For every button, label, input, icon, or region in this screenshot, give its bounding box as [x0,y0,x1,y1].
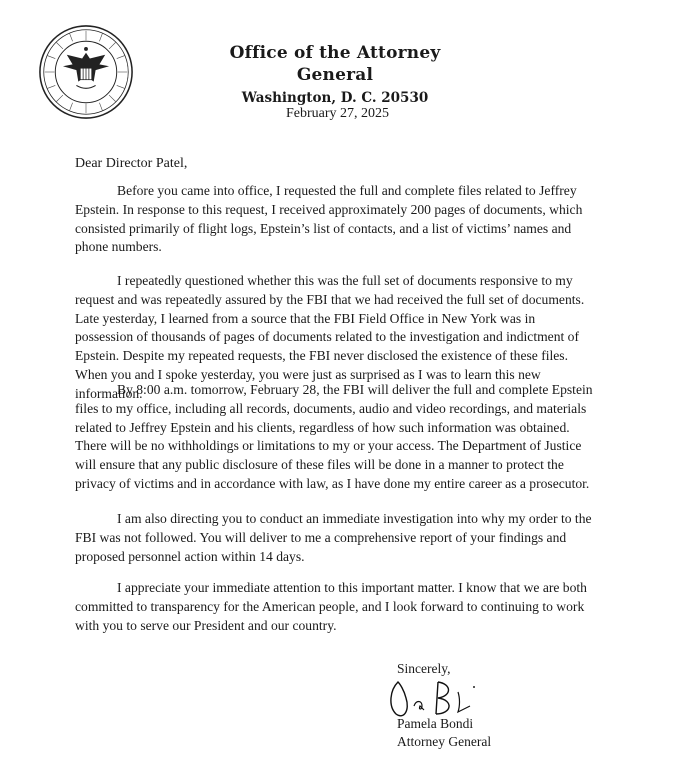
body-paragraph-1: Before you came into office, I requested the full and complete files related to Jeffrey Epstein. In response to this request, I received approximately 200 pages of documents, which consisted primarily of flight logs, Epstein’s list of contacts, and a list of victims’ names and phone numbers. [75,183,583,255]
salutation: Dear Director Patel, [75,156,188,171]
letter-date: February 27, 2025 [285,106,390,121]
letterhead [200,42,470,108]
body-paragraph-2: I repeatedly questioned whether this was the full set of documents responsive to my request and was repeatedly assured by the FBI that we had received the full set of documents. Late yesterday, I learned from a source that the FBI Field Office in New York was in possession of thousands of pages of documents related to the investigation and indictment of Epstein. Despite my repeated requests, the FBI never disclosed the existence of these files. When you and I spoke yesterday, you were just as surprised as I was to learn this new information. [75,273,585,401]
closing: Sincerely, [397,661,451,676]
signer-title: Attorney General [397,734,492,749]
body-paragraph-5: I appreciate your immediate attention to this important matter. I know that we are both committed to transparency for the American people, and I look forward to continuing to work with you to serve our President and our country. [75,580,587,633]
body-paragraph-3: By 8:00 a.m. tomorrow, February 28, the FBI will deliver the full and complete Epstein files to my office, including all records, documents, audio and video recordings, and materials related to Jeffrey Epstein and his clients, regardless of how such information was obtained. There will be no withholdings or limitations to my or your access. The Department of Justice will ensure that any public disclosure of these files will be done in a manner to protect the privacy of victims and in accordance with law, as I have done my entire career as a prosecutor. [75,382,593,491]
body-paragraph-4: I am also directing you to conduct an immediate investigation into why my order to the FBI was not followed. You will deliver to me a comprehensive report of your findings and proposed personnel action within 14 days. [75,511,592,564]
office-address: Washington, D. C. 20530 [241,90,429,106]
signer-name: Pamela Bondi [397,716,474,731]
office-title: Office of the Attorney General [229,43,441,85]
